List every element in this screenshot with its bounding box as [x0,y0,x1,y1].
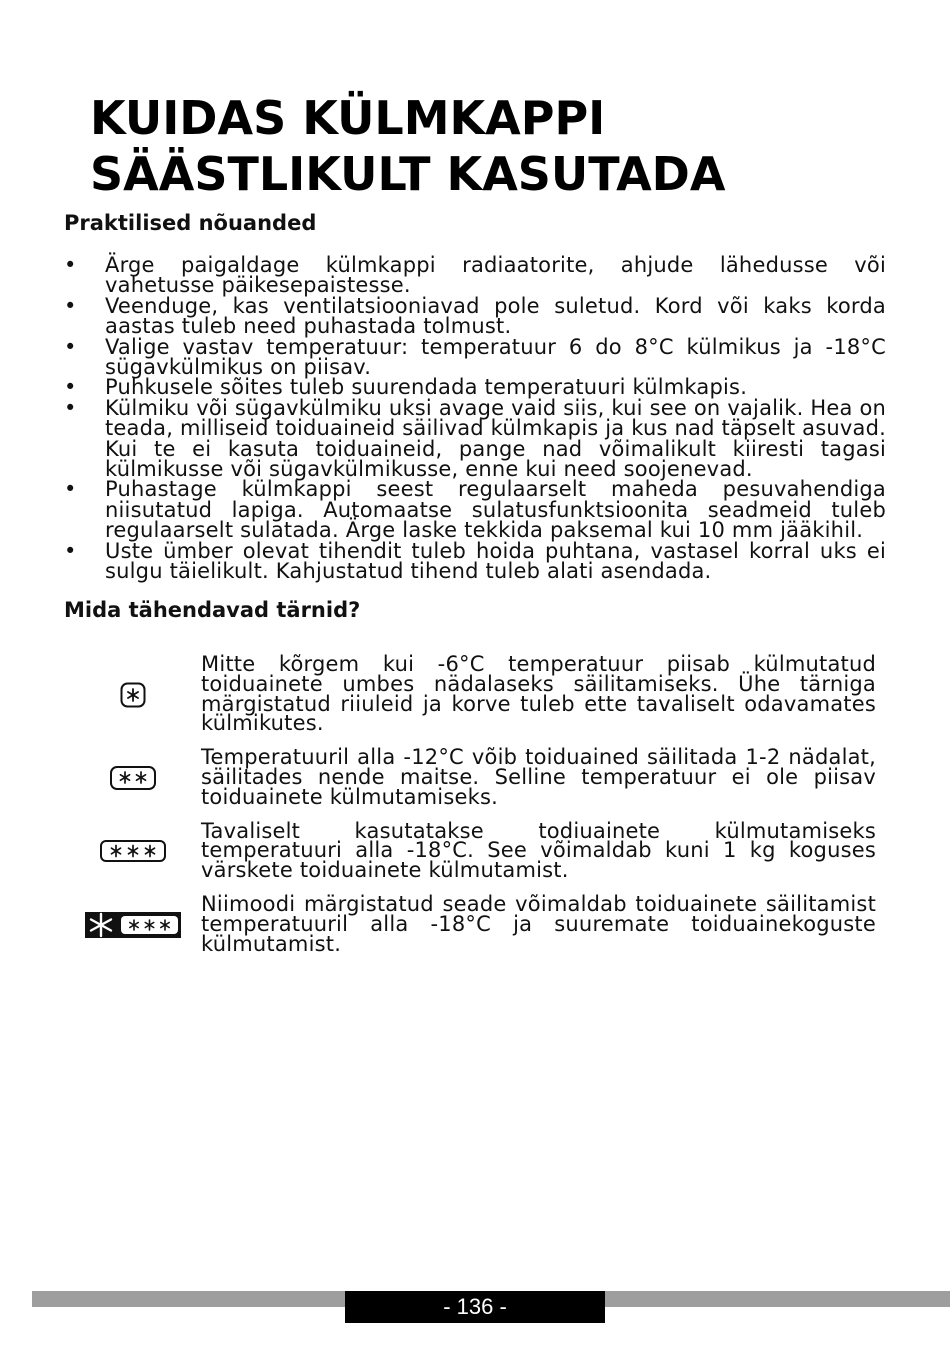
bullet-dot: • [64,375,77,400]
list-item [64,375,886,400]
star-row-text: Tavaliselt kasutatakse todiuainete külmutamiseks temperatuuri alla -18°C. See võimaldab kuni 1 kg koguses värskete toiduainete külmutamist. [201,818,876,883]
list-item [64,255,886,296]
bullet-dot: • [64,395,77,420]
star-row-text: Mitte kõrgem kui -6°C temperatuur piisab külmutatud toiduainete umbes nädalaseks säilitamiseks. Ühe tärniga märgistatud riiuleid ja korve tuleb ette tavaliselt odavamates külmikutes. [201,652,876,736]
title-line-1: KUIDAS KÜLMKAPPI [90,91,606,145]
one-star-icon [64,655,201,734]
list-item-text: Puhkusele sõites tuleb suurendada temperatuuri külmkapis. [105,375,748,400]
star-row [64,818,876,883]
list-item [64,477,886,543]
bullet-dot: • [64,293,77,318]
tips-list [64,255,886,582]
list-item [64,334,886,380]
star-row [64,891,876,956]
list-item-text: Uste ümber olevat tihendit tuleb hoida puhtana, vastasel korral uks ei sulgu täielikult. Kahjustatud tihend tuleb alati asendada. [105,538,886,584]
bullet-dot: • [64,477,77,502]
star-row-text: Niimoodi märgistatud seade võimaldab toiduainete säilitamist temperatuuril alla -18°C ja suuremate toiduainekoguste külmutamist. [201,891,876,956]
list-item-text: Veenduge, kas ventilatsiooniavad pole suletud. Kord või kaks korda aastas tuleb need puhastada tolmust. [105,293,886,339]
star-ratings [64,652,876,968]
bullet-dot: • [64,253,77,277]
star-row-text: Temperatuuril alla -12°C võib toiduained säilitada 1-2 nädalat, säilitades nende maitse. Selline temperatuur ei ole piisav toiduainete külmutamiseks. [201,745,876,809]
page-number: - 136 - [345,1291,605,1323]
list-item-text: Valige vastav temperatuur: temperatuur 6 do 8°C külmikus ja -18°C sügavkülmikus on piisav. [105,334,886,380]
list-item-text: Ärge paigaldage külmkappi radiaatorite, ahjude lähedusse või vahetusse päikesepaistesse. [105,253,886,298]
list-item [64,395,886,482]
two-star-icon [64,748,201,807]
list-item [64,293,886,339]
list-item-text: Puhastage külmkappi seest regulaarselt maheda pesuvahendiga niisutatud lapiga. Automaatse sulatusfunktsioonita seadmeid tuleb regulaarselt sulatada. Ärge laske tekkida paksemal kui 10 mm jääkihil. [105,477,886,543]
page-title [90,90,890,202]
section-heading-tips: Praktilised nõuanded [64,211,317,235]
title-line-2: SÄÄSTLIKULT KASUTADA [90,147,726,201]
three-star-icon [64,822,201,881]
section-heading-stars: Mida tähendavad tärnid? [64,598,361,622]
four-star-icon [64,895,201,954]
list-item-text: Külmiku või sügavkülmiku uksi avage vaid siis, kui see on vajalik. Hea on teada, milliseid toiduaineid säilivad külmkapis ja kus nad täpselt asuvad. Kui te ei kasuta toiduaineid, pange nad võimalikult kiiresti tagasi külmikusse või sügavkülmikusse, enne kui need soojenevad. [105,395,886,482]
list-item [64,538,886,584]
star-row [64,745,876,809]
bullet-dot: • [64,538,77,563]
star-row [64,652,876,736]
bullet-dot: • [64,334,77,359]
